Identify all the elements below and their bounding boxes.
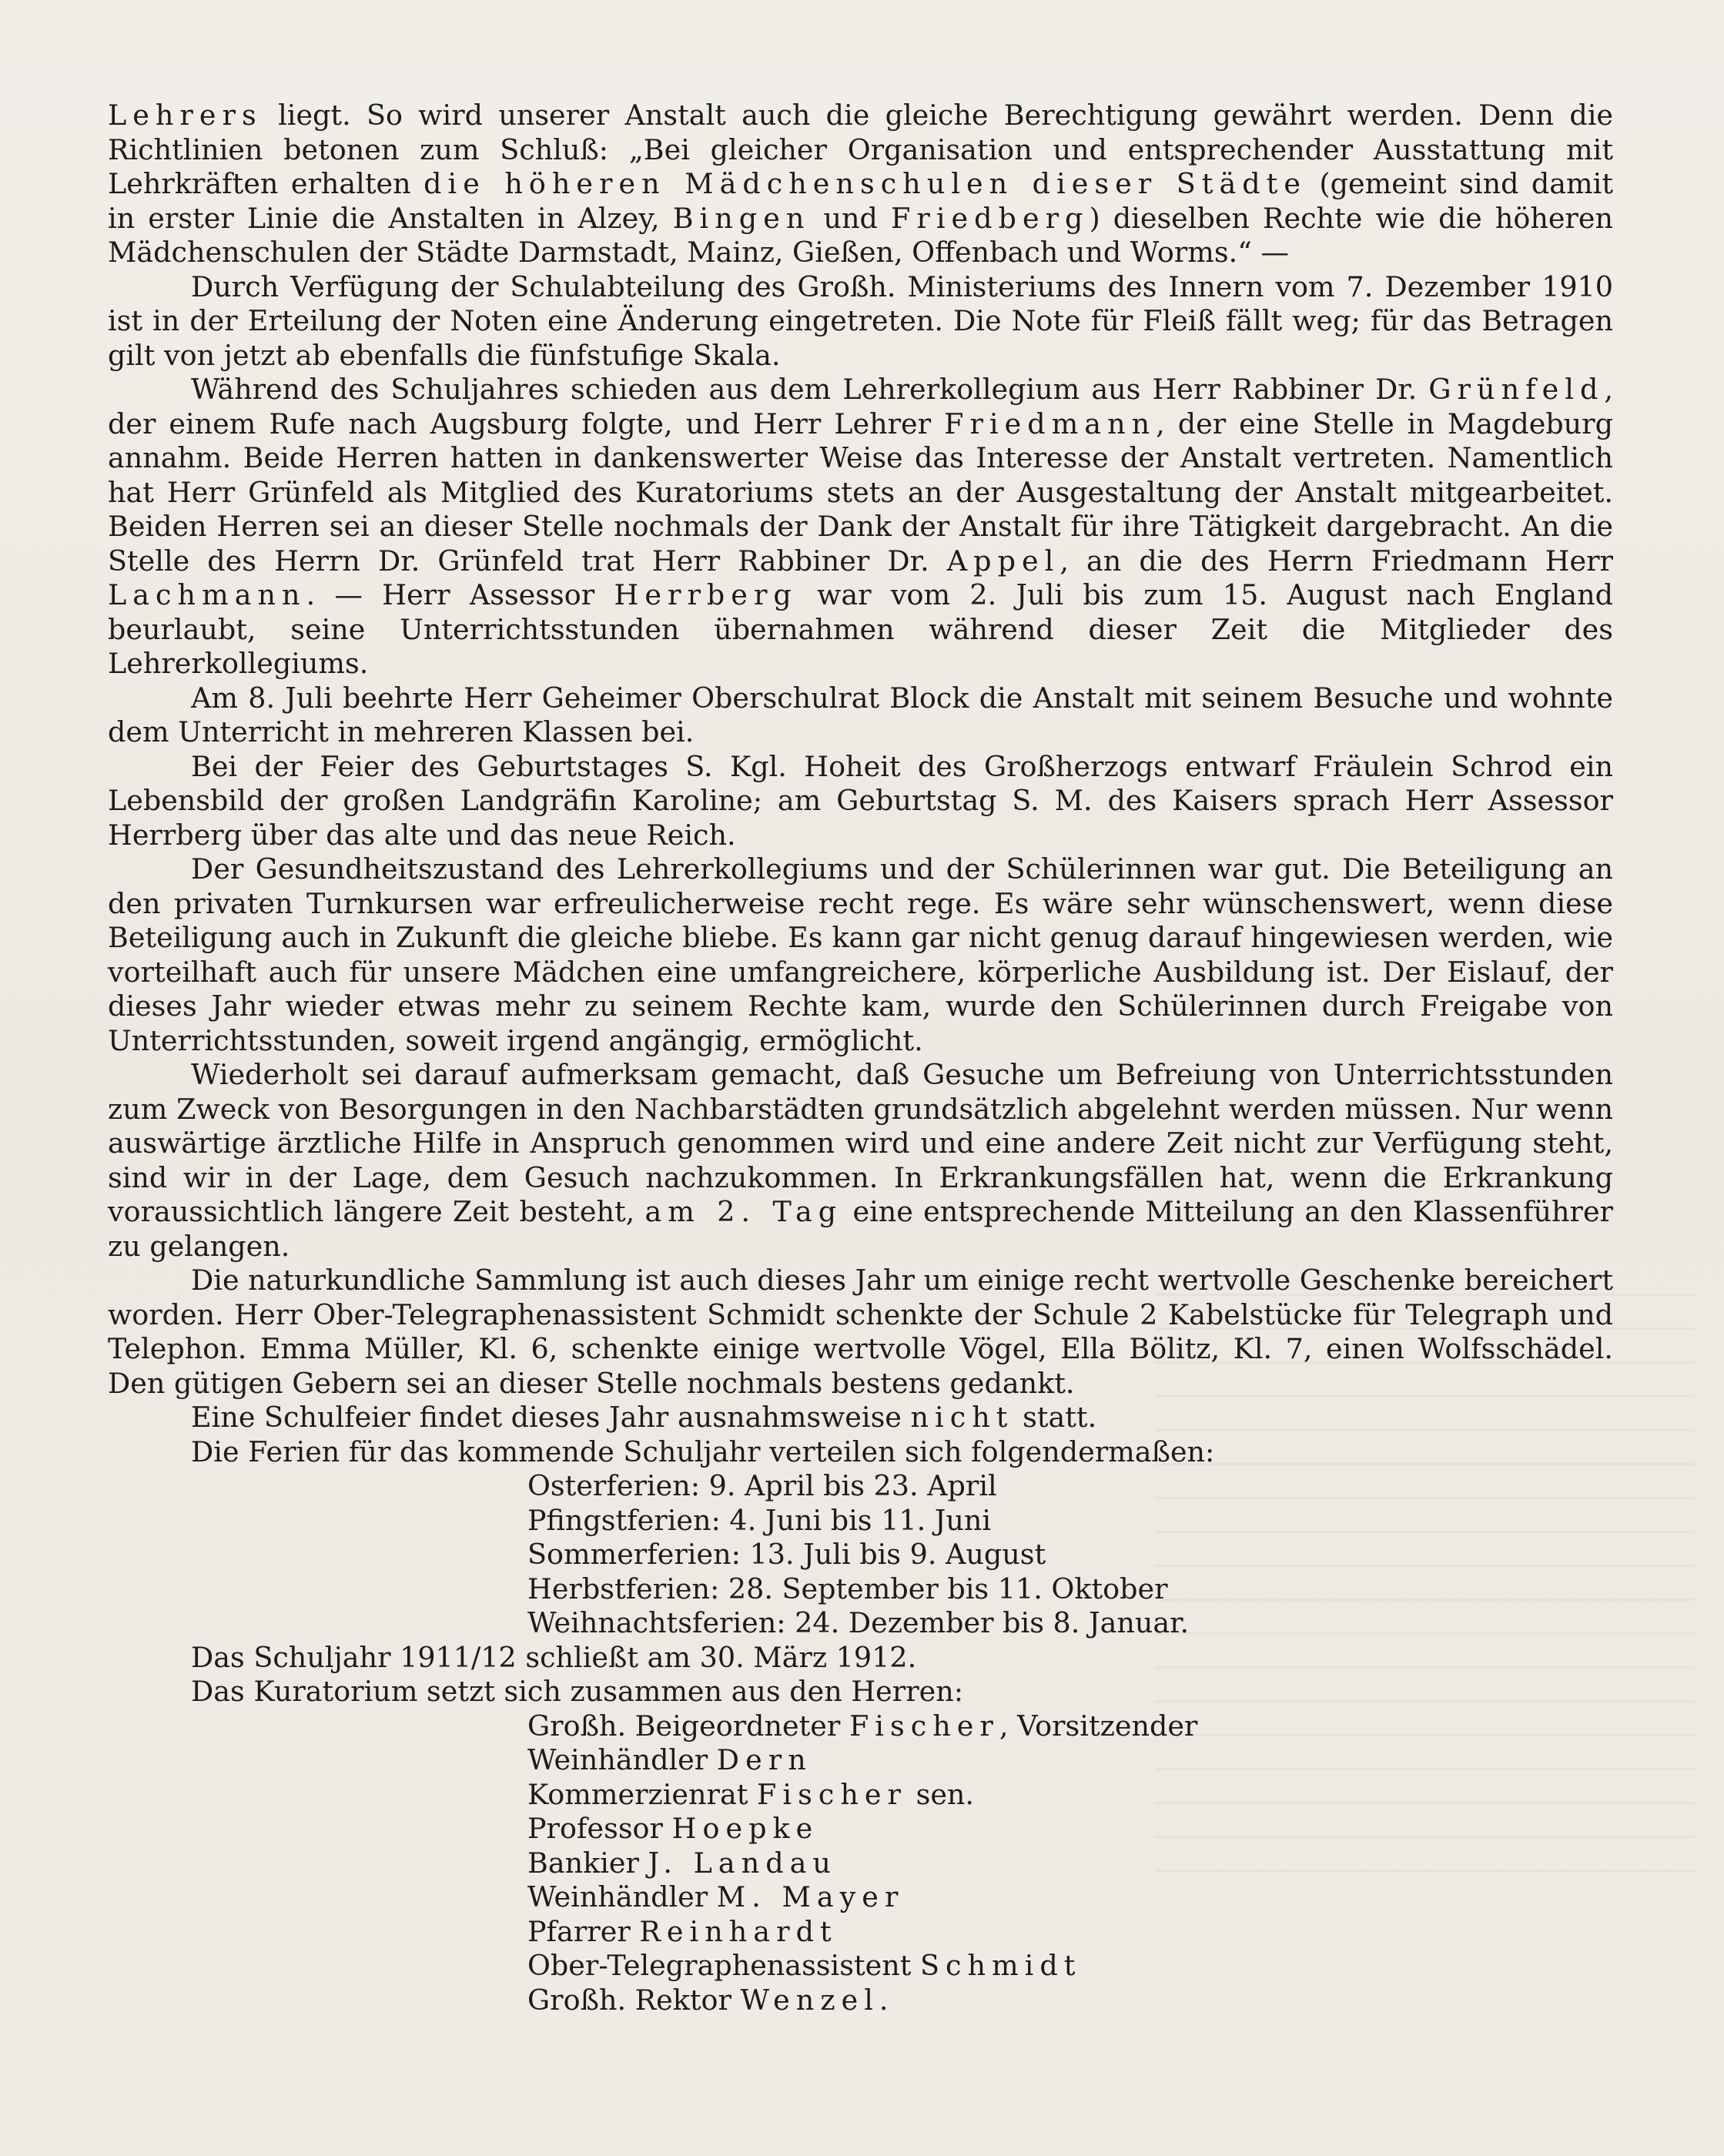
spaced-emphasis-text: Appel (946, 544, 1060, 578)
board-member-title: Pfarrer (527, 1914, 640, 1948)
paragraph-text: (gemeint sind damit in erster Linie die Anstalten in Alzey, (108, 167, 1613, 235)
body-paragraph (108, 750, 1613, 853)
paragraph-text: Eine Schulfeier findet dieses Jahr ausnahmsweise (191, 1401, 911, 1434)
paragraph-text: Am 8. Juli beehrte Herr Geheimer Oberschulrat Block die Anstalt mit seinem Besuche und wohnte dem Unterricht in mehreren Klassen bei. (108, 681, 1613, 748)
board-member-name: Wenzel (740, 1983, 879, 2017)
paragraph-text: , der einem Rufe nach Augsburg folgte, und Herr Lehrer (108, 373, 1613, 440)
spaced-emphasis-text: Lachmann (108, 578, 306, 611)
paragraph-text: war vom 2. Juli bis zum 15. August nach England beurlaubt, seine Unterrichtsstunden übernahmen während dieser Zeit die Mitglieder des Lehrerkollegiums. (108, 578, 1613, 680)
spaced-emphasis-text: Friedmann (944, 407, 1157, 440)
board-member (527, 1949, 1613, 1984)
board-member (527, 1778, 1613, 1813)
board-member (527, 1915, 1613, 1950)
paragraph-group (108, 99, 1613, 1469)
paragraph-text: ) dieselben Rechte wie die höheren Mädchenschulen der Städte Darmstadt, Mainz, Gießen, Offenbach und Worms.“ — (108, 201, 1613, 269)
spaced-emphasis-text: am 2. Tag (644, 1195, 843, 1228)
holiday-item: Sommerferien: 13. Juli bis 9. August (527, 1538, 1046, 1571)
board-member-name: J. Landau (648, 1846, 837, 1880)
body-paragraph (108, 1401, 1613, 1435)
board-member-name: Reinhardt (639, 1914, 838, 1948)
board-member-title: Großh. Beigeordneter (527, 1709, 849, 1743)
paragraph-text: und (810, 201, 891, 235)
board-member-name: Schmidt (919, 1949, 1082, 1982)
body-paragraph (108, 99, 1613, 270)
holiday-item: Pfingstferien: 4. Juni bis 11. Juni (527, 1503, 992, 1537)
board-member-name: Hoepke (671, 1812, 819, 1845)
board-member-suffix: . (879, 1983, 889, 2017)
board-member-name: Fischer (849, 1709, 999, 1743)
body-paragraph (108, 1058, 1613, 1264)
body-paragraph (108, 373, 1613, 681)
board-member (527, 1984, 1613, 2018)
spaced-emphasis-text: Lehrers (108, 99, 263, 132)
board-member-title: Ober-Telegraphenassistent (527, 1949, 920, 1982)
body-paragraph (108, 1264, 1613, 1401)
board-member-title: Großh. Rektor (527, 1983, 741, 2017)
holiday-item: Osterferien: 9. April bis 23. April (527, 1469, 997, 1502)
board-member-name: M. Mayer (716, 1880, 905, 1913)
spaced-emphasis-text: Bingen (672, 201, 811, 235)
body-paragraph (108, 1435, 1613, 1470)
paragraph-text: Wiederholt sei darauf aufmerksam gemacht, daß Gesuche um Befreiung von Unterrichtsstunden zum Zweck von Besorgungen in den Nachbarstädten grundsätzlich abgelehnt werden müssen. Nur wenn auswärtige ärztliche Hilfe in Anspruch genommen wird und eine andere Zeit nicht zur Verfügung steht, sind wir in der Lage, dem Gesuch nachzukommen. In Erkrankungsfällen hat, wenn die Erkrankung voraussichtlich längere Zeit besteht, (108, 1058, 1613, 1228)
spaced-emphasis-text: Grünfeld (1428, 373, 1605, 406)
body-paragraph (108, 852, 1613, 1058)
holiday-item: Herbstferien: 28. September bis 11. Oktober (527, 1572, 1168, 1605)
paragraph-text: . — Herr Assessor (306, 578, 614, 611)
paragraph-text: Bei der Feier des Geburtstages S. Kgl. Hoheit des Großherzogs entwarf Fräulein Schrod ein Lebensbild der großen Landgräfin Karoline; am Geburtstag S. M. des Kaisers sprach Herr Assessor Herrberg über das alte und das neue Reich. (108, 749, 1613, 852)
spaced-emphasis-text: die höheren Mädchenschulen dieser Städte (423, 167, 1307, 200)
paragraph-text: Die Ferien für das kommende Schuljahr verteilen sich folgendermaßen: (191, 1435, 1215, 1468)
spaced-emphasis-text: Herrberg (614, 578, 798, 611)
board-member-list (108, 1709, 1613, 2018)
spaced-emphasis-text: Friedberg (890, 201, 1090, 235)
board-member (527, 1846, 1613, 1881)
paragraph-text: Durch Verfügung der Schulabteilung des Großh. Ministeriums des Innern vom 7. Dezember 1910 ist in der Erteilung der Noten eine Änderung eingetreten. Die Note für Fleiß fällt weg; für das Betragen gilt von jetzt ab ebenfalls die fünfstufige Skala. (108, 270, 1613, 372)
board-member-name: Fischer (757, 1777, 907, 1811)
spaced-emphasis-text: nicht (910, 1401, 1014, 1434)
board-member-title: Kommerzienrat (527, 1777, 758, 1811)
board-member-title: Weinhändler (527, 1743, 717, 1776)
board-member-title: Weinhändler (527, 1880, 717, 1913)
paragraph-text: Der Gesundheitszustand des Lehrerkollegiums und der Schülerinnen war gut. Die Beteiligung an den privaten Turnkursen war erfreulicherweise recht rege. Es wäre sehr wünschenswert, wenn diese Beteiligung auch in Zukunft die gleiche bliebe. Es kann gar nicht genug darauf hingewiesen werden, wie vorteilhaft auch für unsere Mädchen eine umfangreichere, körperliche Ausbildung ist. Der Eislauf, der dieses Jahr wieder etwas mehr zu seinem Rechte kam, wurde den Schülerinnen durch Freigabe von Unterrichtsstunden, soweit irgend angängig, ermöglicht. (108, 852, 1613, 1057)
board-member-title: Professor (527, 1812, 672, 1845)
board-member-name: Dern (716, 1743, 812, 1776)
board-member (527, 1812, 1613, 1846)
paragraph-text: Während des Schuljahres schieden aus dem Lehrerkollegium aus Herr Rabbiner Dr. (191, 373, 1429, 406)
document-body (108, 99, 1613, 2017)
board-member (527, 1709, 1613, 1744)
board-intro: Das Kuratorium setzt sich zusammen aus den Herren: (191, 1675, 964, 1708)
body-paragraph (108, 270, 1613, 373)
paragraph-text: eine entsprechende Mitteilung an den Klassenführer zu gelangen. (108, 1195, 1613, 1263)
board-member-suffix: , Vorsitzender (999, 1709, 1198, 1743)
board-member (527, 1880, 1613, 1915)
body-paragraph (108, 681, 1613, 750)
paragraph-text: , an die des Herrn Friedmann Herr (1060, 544, 1613, 578)
board-member-title: Bankier (527, 1846, 648, 1880)
board-member (527, 1743, 1613, 1778)
paragraph-text: , der eine Stelle in Magdeburg annahm. Beide Herren hatten in dankenswerter Weise das Interesse der Anstalt vertreten. Namentlich hat Herr Grünfeld als Mitglied des Kuratoriums stets an der Ausgestaltung der Anstalt mitgearbeitet. Beiden Herren sei an dieser Stelle nochmals der Dank der Anstalt für ihre Tätigkeit dargebracht. An die Stelle des Herrn Dr. Grünfeld trat Herr Rabbiner Dr. (108, 407, 1613, 578)
holiday-item: Weihnachtsferien: 24. Dezember bis 8. Januar. (527, 1606, 1190, 1639)
board-member-suffix: sen. (906, 1777, 975, 1811)
holiday-list (108, 1469, 1613, 1641)
paragraph-text: liegt. So wird unserer Anstalt auch die gleiche Berechtigung gewährt werden. Denn die Richtlinien betonen zum Schluß: „Bei gleicher Organisation und entsprechender Ausstattung mit Lehrkräften erhalten (108, 99, 1613, 200)
paragraph-text: statt. (1013, 1401, 1097, 1434)
paragraph-text: Die naturkundliche Sammlung ist auch dieses Jahr um einige recht wertvolle Geschenke bereichert worden. Herr Ober-Telegraphenassistent Schmidt schenkte der Schule 2 Kabelstücke für Telegraph und Telephon. Emma Müller, Kl. 6, schenkte einige wertvolle Vögel, Ella Bölitz, Kl. 7, einen Wolfsschädel. Den gütigen Gebern sei an dieser Stelle nochmals bestens gedankt. (108, 1264, 1613, 1400)
school-year-closing: Das Schuljahr 1911/12 schließt am 30. März 1912. (191, 1640, 917, 1674)
